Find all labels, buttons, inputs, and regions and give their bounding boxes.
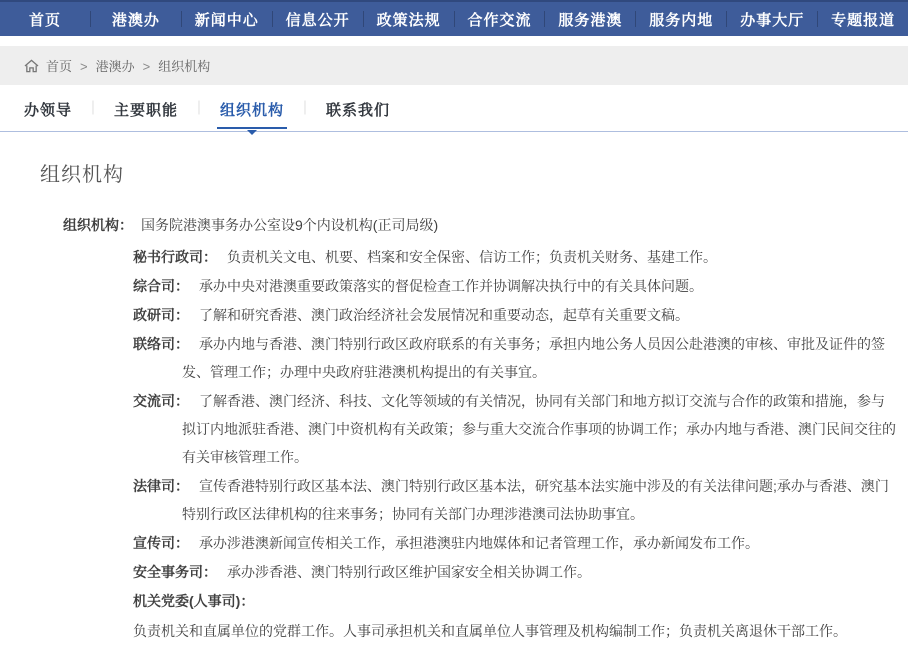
department-item-4 (133, 330, 898, 386)
breadcrumb (0, 46, 908, 85)
tab-separator: ｜ (192, 100, 207, 116)
department-label: 交流司： (133, 393, 189, 409)
tab-4[interactable]: 联系我们 (326, 102, 391, 119)
main-content (0, 158, 914, 645)
department-item-3 (133, 301, 898, 329)
department-text: 负责机关和直属单位的党群工作。人事司承担机关和直属单位人事管理及机构编制工作；负责机关离退休干部工作。 (133, 623, 847, 639)
active-tab-arrow-icon (247, 130, 257, 135)
nav-item-4[interactable]: 信息公开 (285, 11, 350, 29)
page-title: 组织机构 (40, 164, 124, 186)
department-item-2 (133, 272, 898, 300)
department-label: 法律司： (133, 478, 189, 494)
department-label: 联络司： (133, 336, 189, 352)
org-intro-text: 国务院港澳事务办公室设9个内设机构(正司局级) (141, 217, 439, 233)
department-list (133, 243, 898, 645)
department-label: 宣传司： (133, 535, 189, 551)
department-text: 承办内地与香港、澳门特别行政区政府联系的有关事务；承担内地公务人员因公赴港澳的审核、审批及证件的签发、管理工作；办理中央政府驻港澳机构提出的有关事宜。 (182, 336, 885, 380)
top-nav (0, 0, 908, 36)
nav-item-6[interactable]: 合作交流 (467, 11, 532, 29)
department-item-5 (133, 387, 898, 471)
department-label: 机关党委(人事司)： (133, 593, 255, 609)
department-text: 承办中央对港澳重要政策落实的督促检查工作并协调解决执行中的有关具体问题。 (199, 278, 703, 294)
breadcrumb-separator: > (80, 59, 88, 74)
breadcrumb-items (46, 56, 210, 75)
nav-item-9[interactable]: 办事大厅 (740, 11, 805, 29)
department-item-7 (133, 529, 898, 557)
department-item-9 (133, 587, 898, 645)
department-item-6 (133, 472, 898, 528)
org-intro-label: 组织机构： (63, 217, 133, 233)
nav-item-8[interactable]: 服务内地 (649, 11, 714, 29)
tab-2[interactable]: 主要职能 (114, 102, 179, 119)
department-label: 安全事务司： (133, 564, 217, 580)
department-text: 了解香港、澳门经济、科技、文化等领域的有关情况，协同有关部门和地方拟订交流与合作的政策和措施，参与拟订内地派驻香港、澳门中资机构有关政策；参与重大交流合作事项的协调工作；承办内地与香港、澳门民间交往的有关审核管理工作。 (182, 393, 896, 465)
department-text: 承办涉香港、澳门特别行政区维护国家安全相关协调工作。 (227, 564, 591, 580)
tab-separator: ｜ (86, 100, 101, 116)
breadcrumb-current: 组织机构 (158, 59, 211, 74)
breadcrumb-link-2[interactable]: 港澳办 (95, 59, 135, 74)
department-item-1 (133, 243, 898, 271)
department-text: 了解和研究香港、澳门政治经济社会发展情况和重要动态，起草有关重要文稿。 (199, 307, 689, 323)
department-text: 宣传香港特别行政区基本法、澳门特别行政区基本法，研究基本法实施中涉及的有关法律问题;承办与香港、澳门特别行政区法律机构的往来事务；协同有关部门办理涉港澳司法协助事宜。 (182, 478, 889, 522)
nav-item-5[interactable]: 政策法规 (376, 11, 441, 29)
nav-item-1[interactable]: 首页 (28, 11, 61, 29)
department-label: 秘书行政司： (133, 249, 217, 265)
section-tabs (0, 85, 908, 132)
department-item-8 (133, 558, 898, 586)
department-text: 承办涉港澳新闻宣传相关工作，承担港澳驻内地媒体和记者管理工作，承办新闻发布工作。 (199, 535, 759, 551)
breadcrumb-link-1[interactable]: 首页 (46, 59, 73, 74)
breadcrumb-separator: > (142, 59, 151, 74)
tab-separator: ｜ (298, 100, 313, 116)
nav-item-10[interactable]: 专题报道 (831, 11, 896, 29)
tab-3-active[interactable]: 组织机构 (220, 99, 284, 132)
nav-item-7[interactable]: 服务港澳 (558, 11, 623, 29)
department-label: 综合司： (133, 278, 189, 294)
nav-item-2[interactable]: 港澳办 (111, 11, 160, 29)
org-intro (63, 211, 914, 239)
tab-1[interactable]: 办领导 (24, 102, 73, 119)
nav-item-3[interactable]: 新闻中心 (194, 11, 259, 29)
department-text: 负责机关文电、机要、档案和安全保密、信访工作；负责机关财务、基建工作。 (227, 249, 717, 265)
home-icon[interactable] (24, 59, 39, 73)
department-label: 政研司： (133, 307, 189, 323)
